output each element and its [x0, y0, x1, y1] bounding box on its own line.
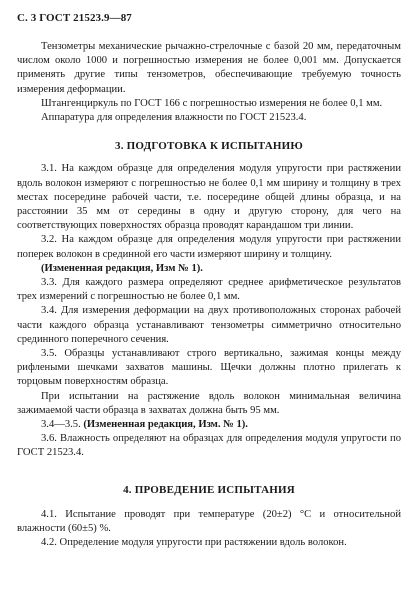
document-body [17, 40, 401, 551]
paragraph-caliper: Штангенциркуль по ГОСТ 166 с погрешностью измерения не более 0,1 мм. [41, 97, 383, 109]
clause-3-1: 3.1. На каждом образце для определения модуля упругости при растяжении вдоль волокон измеряют с погрешностью не более 0,1 мм ширину и толщину в трех местах посередине рабочей части, т.е. посередине общей длины образца, и на расстоянии 35 мм от середины в одну и другую сторону, для чего на соответствующих поверхностях образца проводят карандашом три линии. [17, 163, 401, 232]
clause-3-5-continued: При испытании на растяжение вдоль волокон минимальная величина зажимаемой части образца в захватах должна быть 95 мм. [17, 390, 401, 416]
section-4-heading: 4. ПРОВЕДЕНИЕ ИСПЫТАНИЯ [123, 483, 295, 496]
clause-3-6: 3.6. Влажность определяют на образцах для определения модуля упругости по ГОСТ 21523.4. [17, 433, 401, 459]
section-3-heading: 3. ПОДГОТОВКА К ИСПЫТАНИЮ [115, 140, 303, 153]
paragraph-moisture-equipment: Аппаратура для определения влажности по ГОСТ 21523.4. [41, 112, 307, 124]
edit-note-1: (Измененная редакция, Изм № 1). [41, 262, 203, 274]
clause-3-3: 3.3. Для каждого размера определяют среднее арифметическое результатов трех измерений с погрешностью не более 0,1 мм. [17, 277, 401, 303]
clause-3-2: 3.2. На каждом образце для определения модуля упругости при растяжении поперек волокон в срединной его части измеряют ширину и толщину. [17, 234, 401, 260]
paragraph-tensometers: Тензометры механические рычажно-стрелочные с базой 20 мм, передаточным числом около 1000 и погрешностью измерения не более 0,001 мм. Допускается применять другие типы тензометров, обеспечивающие требуемую точность измерения деформации. [17, 41, 401, 95]
edit-note-2-text: (Измененная редакция, Изм. № 1). [83, 419, 248, 431]
clause-3-5: 3.5. Образцы устанавливают строго вертикально, зажимая концы между рифлеными шечками захватов машины. Щечки должны плотно прилегать к торцовым поверхностям образца. [17, 348, 401, 388]
page-header: С. 3 ГОСТ 21523.9—87 [17, 12, 132, 24]
edit-note-2 [17, 418, 401, 432]
clause-4-1: 4.1. Испытание проводят при температуре (20±2) °С и относительной влажности (60±5) %. [17, 508, 401, 535]
clause-4-2: 4.2. Определение модуля упругости при растяжении вдоль волокон. [41, 537, 347, 549]
edit-note-2-prefix: 3.4—3.5. [41, 419, 81, 431]
clause-3-4: 3.4. Для измерения деформации на двух противоположных сторонах рабочей части каждого образца устанавливают тензометры симметрично относительно срединного поперечного сечения. [17, 305, 401, 345]
